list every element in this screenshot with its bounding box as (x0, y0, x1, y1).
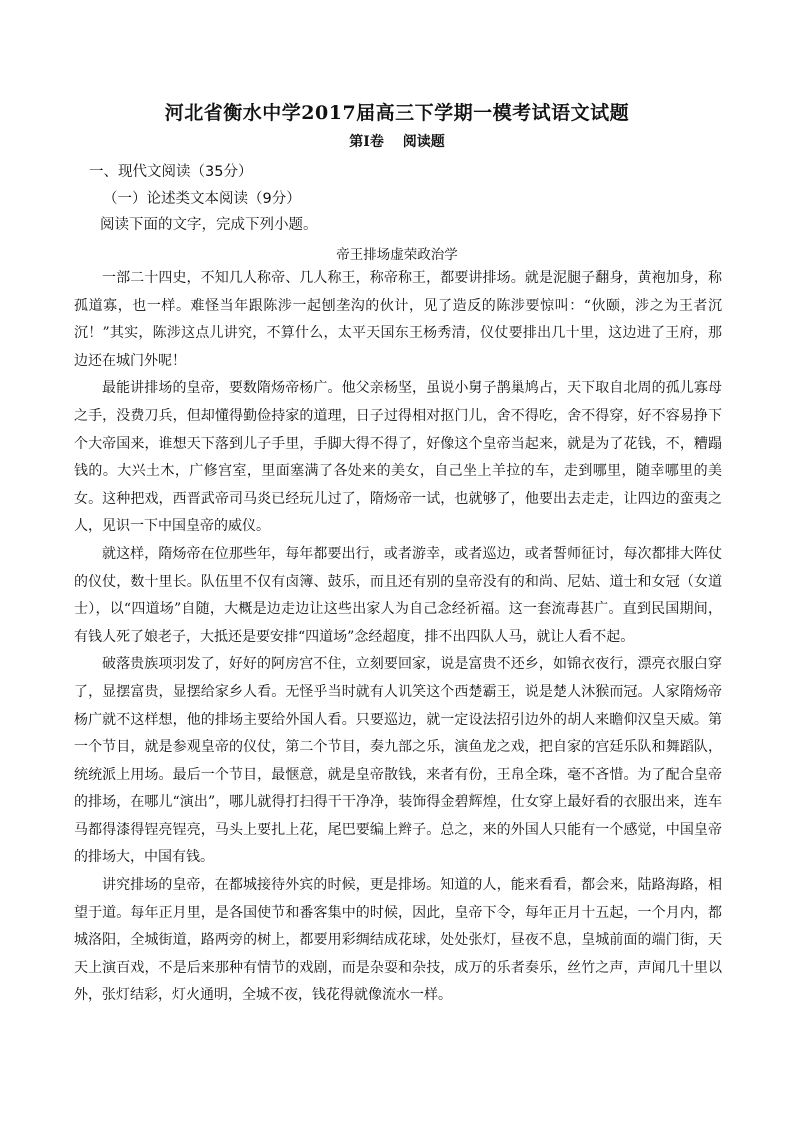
article-paragraph: 讲究排场的皇帝，在都城接待外宾的时候，更是排场。知道的人，能来看看，都会来，陆路海路，相望于道。每年正月里，是各国使节和番客集中的时候，因此，皇帝下令，每年正月十五起，一个月内，都城洛阳，全城街道，路两旁的树上，都要用彩绸结成花球，处处张灯，昼夜不息，皇城前面的端门街，天天上演百戏，不是后来那种有情节的戏剧，而是杂耍和杂技，成万的乐者奏乐，丝竹之声，声闻几十里以外，张灯结彩，灯火通明，全城不夜，钱花得就像流水一样。 (74, 877, 722, 1004)
subsection-heading: （一）论述类文本阅读（9分） (103, 191, 301, 207)
article-paragraph: 破落贵族项羽发了，好好的阿房宫不住，立刻要回家，说是富贵不还乡，如锦衣夜行，漂亮衣服白穿了，显摆富贵，显摆给家乡人看。无怪乎当时就有人讥笑这个西楚霸王，说是楚人沐猴而冠。人家隋炀帝杨广就不这样想，他的排场主要给外国人看。只要巡边，就一定设法招引边外的胡人来瞻仰汉皇天威。第一个节目，就是参观皇帝的仪仗，第二个节目，奏九部之乐，演鱼龙之戏，把自家的宫廷乐队和舞蹈队，统统派上用场。最后一个节目，最惬意，就是皇帝散钱，来者有份，王帛全珠，毫不吝惜。为了配合皇帝的排场，在哪儿“演出”，哪儿就得打扫得干干净净，装饰得金碧辉煌，仕女穿上最好看的衣服出来，连车马都得漆得锃亮锃亮，马头上要扎上花，尾巴要编上辫子。总之，来的外国人只能有一个感觉，中国皇帝的排场大，中国有钱。 (74, 656, 722, 866)
article-body (74, 265, 722, 1010)
document-subtitle: 第Ⅰ卷 阅读题 (349, 134, 445, 150)
instruction-text: 阅读下面的文字，完成下列小题。 (100, 217, 318, 233)
section-heading: 一、现代文阅读（35分） (89, 164, 253, 180)
article-paragraph: 最能讲排场的皇帝，要数隋炀帝杨广。他父亲杨坚，虽说小舅子鹊巢鸠占，天下取自北周的孤儿寡母之手，没费刀兵，但却懂得勤俭持家的道理，日子过得相对抠门儿，舍不得吃，舍不得穿，好不容易挣下个大帝国来，谁想天下落到儿子手里，手脚大得不得了，好像这个皇帝当起来，就是为了花钱，不，糟蹋钱的。大兴土木，广修宫室，里面塞满了各处来的美女，自己坐上羊拉的车，走到哪里，随幸哪里的美女。这种把戏，西晋武帝司马炎已经玩儿过了，隋炀帝一试，也就够了，他要出去走走，让四边的蛮夷之人，见识一下中国皇帝的威仪。 (74, 380, 722, 535)
article-paragraph: 就这样，隋炀帝在位那些年，每年都要出行，或者游幸，或者巡边，或者誓师征讨，每次都排大阵仗的仪仗，数十里长。队伍里不仅有卤簿、鼓乐，而且还有别的皇帝没有的和尚、尼姑、道士和女冠（女道士），以“四道场”自随，大概是边走边让这些出家人为自己念经祈福。这一套流毒甚广。直到民国期间，有钱人死了娘老子，大抵还是要安排“四道场”念经超度，排不出四队人马，就让人看不起。 (74, 545, 722, 645)
article-title: 帝王排场虚荣政治学 (336, 247, 458, 263)
document-title: 河北省衡水中学2017届高三下学期一模考试语文试题 (164, 102, 630, 124)
article-paragraph: 一部二十四史，不知几人称帝、几人称王，称帝称王，都要讲排场。就是泥腿子翻身，黄袍加身，称孤道寡，也一样。难怪当年跟陈涉一起刨垄沟的伙计，见了造反的陈涉要惊叫：“伙颐，涉之为王者沉沉！”其实，陈涉这点儿讲究，不算什么，太平天国东王杨秀清，仪仗要排出几十里，这边进了王府，那边还在城门外呢！ (74, 270, 722, 369)
